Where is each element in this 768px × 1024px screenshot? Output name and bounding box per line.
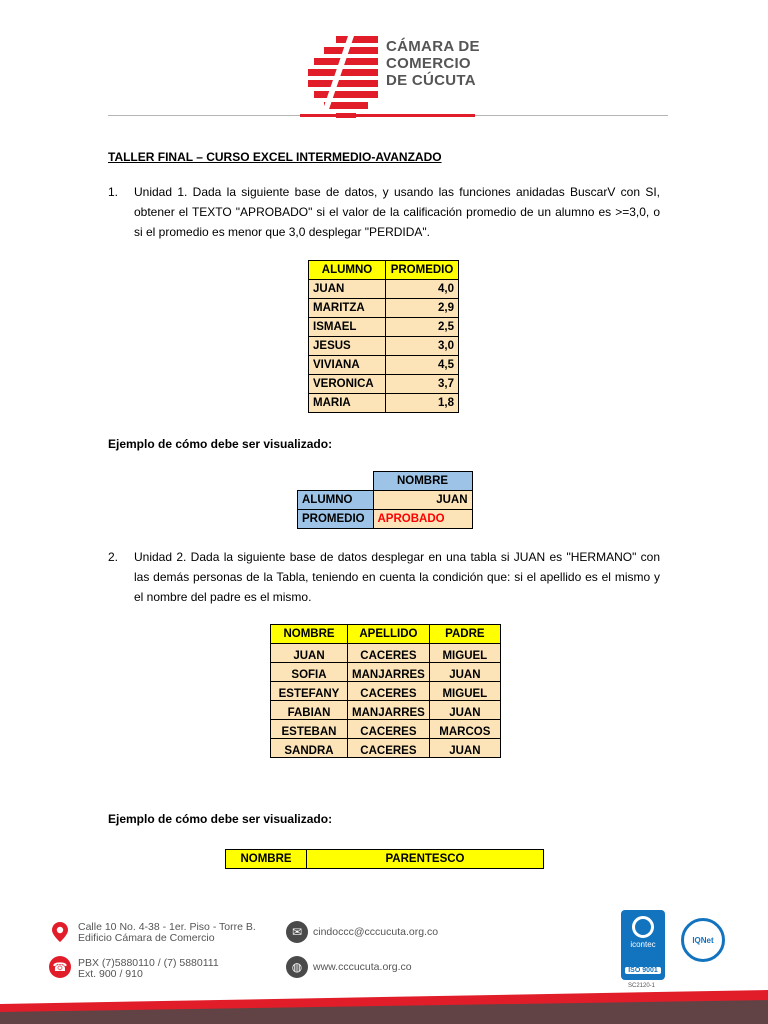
table-row [309, 337, 459, 356]
table-row [309, 318, 459, 337]
cell-alumno: ISMAEL [309, 318, 386, 337]
table-row [309, 299, 459, 318]
section-2-number: 2. [108, 550, 119, 564]
value-resultado: APROBADO [373, 510, 472, 529]
header-parentesco: PARENTESCO [307, 850, 544, 869]
table-row [271, 739, 501, 758]
section-1-text: Unidad 1. Dada la siguiente base de datos, y usando las funciones anidadas BuscarV con SI, obtener el TEXTO "APROBADO" si el valor de la calificación promedio de un alumno es >=3,0, o si el promedio es menor que 3,0 desplegar "PERDIDA". [134, 185, 660, 239]
table-row [271, 701, 501, 720]
header-nombre: NOMBRE [271, 625, 348, 644]
cell-padre: JUAN [429, 663, 500, 682]
cell-alumno: MARIA [309, 394, 386, 413]
table-row [309, 356, 459, 375]
icontec-certification-logo [621, 910, 665, 980]
cell-alumno: MARITZA [309, 299, 386, 318]
logo-line-1: CÁMARA DE [386, 38, 480, 55]
header-apellido: APELLIDO [348, 625, 430, 644]
phone-line-2: Ext. 900 / 910 [78, 968, 143, 980]
table-row [298, 510, 473, 529]
globe-icon: ◍ [286, 956, 308, 978]
cell-nombre: SOFIA [271, 663, 348, 682]
section-2-instruction [108, 547, 660, 609]
table-header-row [271, 625, 501, 644]
cell-alumno: JESUS [309, 337, 386, 356]
cell-promedio: 2,9 [386, 299, 459, 318]
cell-padre: MARCOS [429, 720, 500, 739]
footer-color-band [0, 990, 768, 1024]
cell-apellido: CACERES [348, 644, 430, 663]
icontec-ring-icon [632, 916, 654, 938]
document-title: TALLER FINAL – CURSO EXCEL INTERMEDIO-AVANZADO [108, 150, 442, 164]
cell-padre: JUAN [429, 701, 500, 720]
iqnet-certification-logo [681, 918, 725, 962]
cell-padre: JUAN [429, 739, 500, 758]
section-2-example-label: Ejemplo de cómo debe ser visualizado: [108, 812, 333, 826]
letterhead [0, 0, 768, 125]
certificate-code: SC2120-1 [628, 983, 656, 989]
cell-promedio: 3,0 [386, 337, 459, 356]
iqnet-name: IQNet [692, 935, 714, 945]
camara-logo-icon [308, 36, 378, 118]
cell-padre: MIGUEL [429, 644, 500, 663]
table-header-row [309, 261, 459, 280]
value-alumno: JUAN [373, 491, 472, 510]
table-header-row [226, 850, 544, 869]
cell-nombre: ESTEBAN [271, 720, 348, 739]
footer-website[interactable]: www.cccucuta.org.co [313, 961, 412, 973]
header-divider-accent [300, 114, 475, 117]
label-promedio: PROMEDIO [298, 510, 374, 529]
cell-promedio: 1,8 [386, 394, 459, 413]
section-1-example-table [297, 471, 473, 529]
logo-line-2: COMERCIO [386, 55, 471, 72]
label-alumno: ALUMNO [298, 491, 374, 510]
cell-apellido: CACERES [348, 682, 430, 701]
header-alumno: ALUMNO [309, 261, 386, 280]
iso-9001-badge: ISO 9001 [625, 967, 661, 974]
table-row [309, 280, 459, 299]
section-2-text: Unidad 2. Dada la siguiente base de datos desplegar en una tabla si JUAN es "HERMANO" con las demás personas de la Tabla, teniendo en cuenta la condición que: si el apellido es el mismo y el nombre del padre es el mismo. [134, 550, 660, 604]
empty-cell [298, 472, 374, 491]
students-grades-table [308, 260, 459, 413]
table-row [271, 682, 501, 701]
logo-line-3: DE CÚCUTA [386, 72, 476, 89]
phone-line-1: PBX (7)5880110 / (7) 5880111 [78, 957, 219, 969]
footer-email[interactable]: cindoccc@cccucuta.org.co [313, 926, 439, 938]
table-row [271, 644, 501, 663]
cell-promedio: 4,0 [386, 280, 459, 299]
cell-nombre: JUAN [271, 644, 348, 663]
logo-wordmark [386, 38, 480, 89]
section-1-instruction [108, 182, 660, 244]
address-line-2: Edificio Cámara de Comercio [78, 932, 215, 944]
icontec-name: icontec [630, 940, 656, 949]
cell-promedio: 3,7 [386, 375, 459, 394]
section-2-example-table [225, 849, 544, 869]
cell-apellido: CACERES [348, 720, 430, 739]
cell-alumno: VIVIANA [309, 356, 386, 375]
table-row [271, 720, 501, 739]
header-padre: PADRE [429, 625, 500, 644]
header-promedio: PROMEDIO [386, 261, 459, 280]
cell-padre: MIGUEL [429, 682, 500, 701]
table-row [298, 491, 473, 510]
cell-promedio: 2,5 [386, 318, 459, 337]
section-1-number: 1. [108, 185, 119, 199]
header-nombre: NOMBRE [226, 850, 307, 869]
table-header-row [298, 472, 473, 491]
cell-alumno: VERONICA [309, 375, 386, 394]
cell-alumno: JUAN [309, 280, 386, 299]
phone-icon: ☎ [49, 956, 71, 978]
table-row [309, 375, 459, 394]
cell-promedio: 4,5 [386, 356, 459, 375]
family-table [270, 624, 501, 758]
section-1-example-label: Ejemplo de cómo debe ser visualizado: [108, 437, 333, 451]
header-nombre: NOMBRE [373, 472, 472, 491]
location-pin-icon [49, 921, 71, 943]
address-line-1: Calle 10 No. 4-38 - 1er. Piso - Torre B. [78, 921, 256, 933]
cell-nombre: SANDRA [271, 739, 348, 758]
cell-apellido: MANJARRES [348, 663, 430, 682]
cell-nombre: FABIAN [271, 701, 348, 720]
table-row [309, 394, 459, 413]
cell-apellido: CACERES [348, 739, 430, 758]
table-row [271, 663, 501, 682]
cell-nombre: ESTEFANY [271, 682, 348, 701]
mail-icon: ✉ [286, 921, 308, 943]
cell-apellido: MANJARRES [348, 701, 430, 720]
